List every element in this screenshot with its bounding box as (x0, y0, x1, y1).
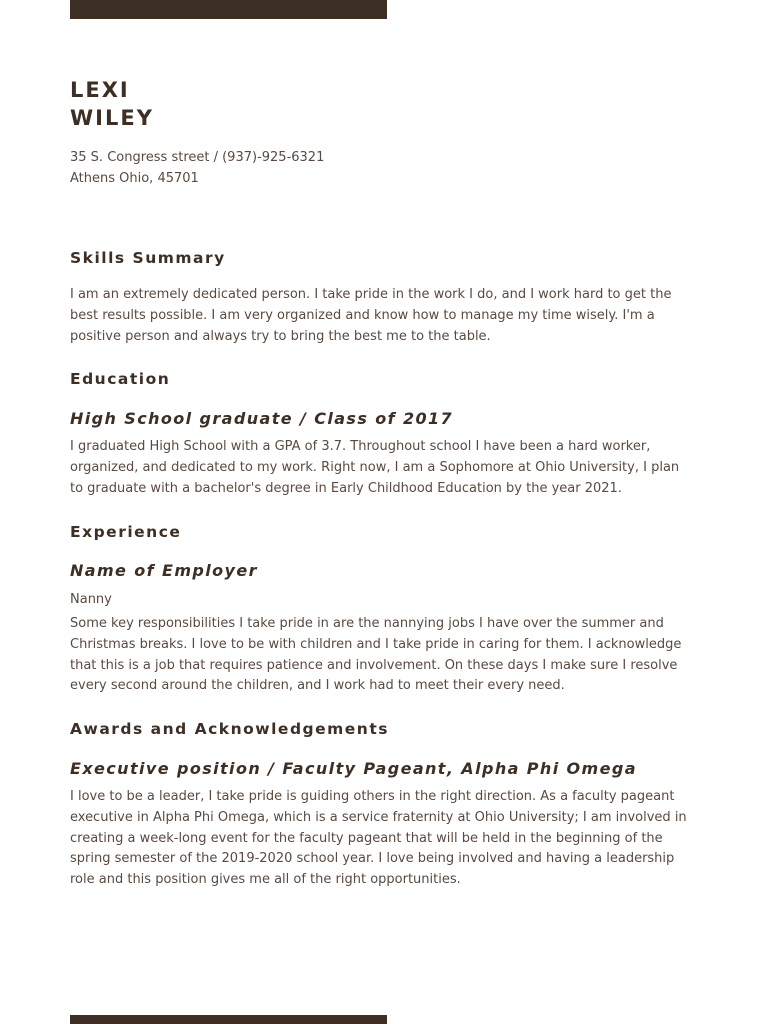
experience-line: that this is a job that requires patience and involvement. On these days I make sure I resolve (70, 657, 678, 673)
resume-name (70, 76, 154, 132)
contact-info (70, 147, 324, 189)
top-accent-bar (70, 0, 387, 19)
education-line: I graduated High School with a GPA of 3.7. Throughout school I have been a hard worker, (70, 439, 651, 454)
last-name: WILEY (70, 106, 154, 130)
awards-line: I love to be a leader, I take pride is guiding others in the right direction. As a faculty pageant (70, 789, 675, 804)
contact-address-phone: 35 S. Congress street / (937)-925-6321 (70, 150, 325, 165)
skills-line: best results possible. I am very organized and know how to manage my time wisely. I'm a (70, 307, 655, 323)
awards-subheading: Executive position / Faculty Pageant, Alpha Phi Omega (70, 759, 637, 778)
experience-line: every second around the children, and I work had to meet their every need. (70, 678, 565, 694)
contact-city: Athens Ohio, 45701 (70, 171, 199, 186)
education-line: organized, and dedicated to my work. Right now, I am a Sophomore at Ohio University, I plan (70, 459, 680, 475)
experience-role: Nanny (70, 592, 112, 607)
awards-line: spring semester of the 2019-2020 school year. I love being involved and having a leadership (70, 851, 675, 867)
education-heading: Education (70, 370, 171, 388)
bottom-accent-bar (70, 1015, 387, 1024)
skills-heading: Skills Summary (70, 249, 226, 267)
awards-line: role and this position gives me all of the right opportunities. (70, 872, 461, 888)
experience-line: Christmas breaks. I love to be with children and I take pride in caring for them. I acknowledge (70, 636, 682, 652)
experience-line: Some key responsibilities I take pride in are the nannying jobs I have over the summer and (70, 616, 664, 631)
skills-line: I am an extremely dedicated person. I take pride in the work I do, and I work hard to get the (70, 287, 672, 302)
awards-heading: Awards and Acknowledgements (70, 720, 389, 738)
skills-paragraph (70, 285, 700, 347)
education-paragraph (70, 437, 700, 499)
awards-paragraph (70, 787, 700, 891)
awards-line: executive in Alpha Phi Omega, which is a service fraternity at Ohio University; I am involved in (70, 809, 687, 825)
awards-line: creating a week-long event for the faculty pageant that will be held in the beginning of the (70, 830, 663, 846)
education-line: to graduate with a bachelor's degree in Early Childhood Education by the year 2021. (70, 480, 622, 496)
experience-paragraph (70, 614, 700, 697)
education-subheading: High School graduate / Class of 2017 (70, 409, 454, 428)
experience-subheading: Name of Employer (70, 561, 258, 580)
first-name: LEXI (70, 78, 130, 102)
experience-heading: Experience (70, 523, 182, 541)
skills-line: positive person and always try to bring the best me to the table. (70, 328, 491, 344)
